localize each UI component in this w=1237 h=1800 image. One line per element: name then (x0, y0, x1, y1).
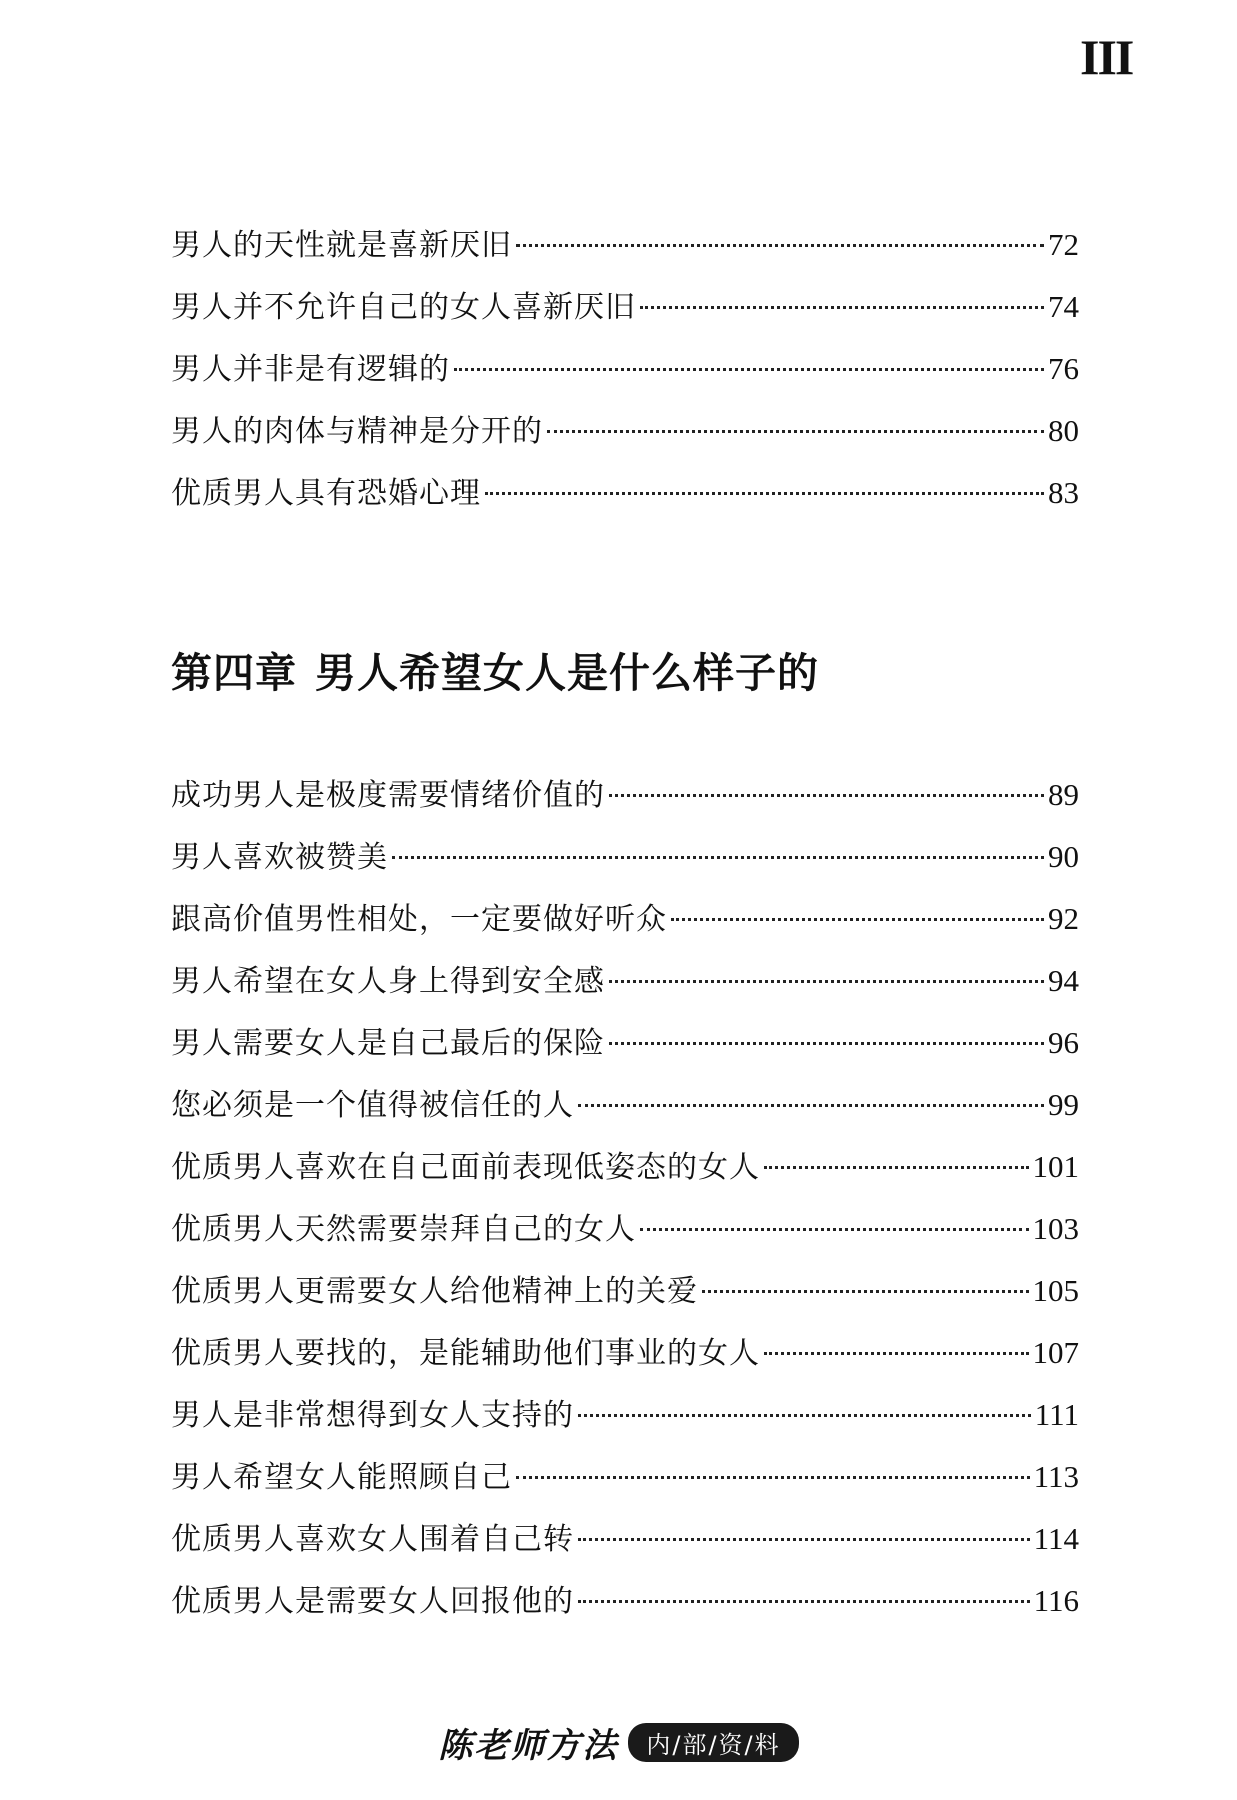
toc-entry[interactable] (171, 1446, 1079, 1508)
toc-entry-page: 72 (1048, 227, 1079, 262)
toc-entry[interactable] (171, 276, 1079, 338)
page-number: III (1080, 29, 1133, 85)
dot-leader (578, 1414, 1031, 1417)
toc-list-chapter-4 (171, 764, 1079, 1632)
toc-entry-page: 96 (1048, 1025, 1079, 1060)
toc-entry[interactable] (171, 462, 1079, 524)
toc-entry-page: 103 (1032, 1211, 1079, 1246)
toc-entry[interactable] (171, 338, 1079, 400)
toc-entry-page: 76 (1048, 351, 1079, 386)
dot-leader (392, 856, 1044, 859)
toc-entry[interactable] (171, 888, 1079, 950)
toc-entry-page: 83 (1048, 475, 1079, 510)
toc-entry-title: 优质男人喜欢在自己面前表现低姿态的女人 (171, 1150, 760, 1185)
page-footer (0, 1718, 1237, 1767)
toc-list-continued (171, 214, 1079, 524)
toc-entry[interactable] (171, 1384, 1079, 1446)
chapter-label: 第四章 (171, 649, 297, 697)
dot-leader (609, 980, 1044, 983)
toc-entry-page: 92 (1048, 901, 1079, 936)
toc-entry-title: 您必须是一个值得被信任的人 (171, 1088, 574, 1123)
toc-entry-title: 跟高价值男性相处，一定要做好听众 (171, 902, 667, 937)
dot-leader (516, 244, 1044, 247)
toc-entry-title: 优质男人天然需要崇拜自己的女人 (171, 1212, 636, 1247)
toc-entry[interactable] (171, 400, 1079, 462)
toc-entry-title: 优质男人要找的，是能辅助他们事业的女人 (171, 1336, 760, 1371)
dot-leader (609, 794, 1044, 797)
toc-entry[interactable] (171, 1074, 1079, 1136)
toc-entry-title: 男人喜欢被赞美 (171, 840, 388, 875)
toc-entry[interactable] (171, 1198, 1079, 1260)
dot-leader (578, 1104, 1044, 1107)
dot-leader (764, 1352, 1029, 1355)
toc-entry-title: 男人并不允许自己的女人喜新厌旧 (171, 290, 636, 325)
toc-entry-page: 89 (1048, 777, 1079, 812)
toc-entry[interactable] (171, 1136, 1079, 1198)
toc-entry-title: 男人希望在女人身上得到安全感 (171, 964, 605, 999)
toc-entry-page: 94 (1048, 963, 1079, 998)
toc-entry-page: 107 (1032, 1335, 1079, 1370)
toc-entry-title: 男人并非是有逻辑的 (171, 352, 450, 387)
toc-entry-title: 优质男人更需要女人给他精神上的关爱 (171, 1274, 698, 1309)
dot-leader (516, 1476, 1030, 1479)
toc-entry[interactable] (171, 764, 1079, 826)
toc-entry-page: 74 (1048, 289, 1079, 324)
toc-entry-page: 113 (1033, 1459, 1079, 1494)
toc-entry-page: 105 (1032, 1273, 1079, 1308)
toc-entry-title: 男人的肉体与精神是分开的 (171, 414, 543, 449)
toc-entry-page: 101 (1032, 1149, 1079, 1184)
dot-leader (640, 306, 1044, 309)
toc-entry-page: 111 (1034, 1397, 1079, 1432)
toc-entry-title: 成功男人是极度需要情绪价值的 (171, 778, 605, 813)
toc-entry-page: 90 (1048, 839, 1079, 874)
dot-leader (485, 492, 1044, 495)
toc-entry-page: 116 (1033, 1583, 1079, 1618)
dot-leader (578, 1538, 1030, 1541)
dot-leader (764, 1166, 1029, 1169)
chapter-heading (171, 640, 819, 699)
toc-entry[interactable] (171, 1508, 1079, 1570)
chapter-title: 男人希望女人是什么样子的 (315, 649, 819, 697)
dot-leader (578, 1600, 1030, 1603)
toc-entry-page: 99 (1048, 1087, 1079, 1122)
toc-entry[interactable] (171, 950, 1079, 1012)
toc-entry[interactable] (171, 1012, 1079, 1074)
toc-entry-title: 男人是非常想得到女人支持的 (171, 1398, 574, 1433)
dot-leader (702, 1290, 1029, 1293)
footer-brand: 陈老师方法 (438, 1726, 619, 1766)
toc-entry-title: 男人需要女人是自己最后的保险 (171, 1026, 605, 1061)
dot-leader (671, 918, 1044, 921)
dot-leader (547, 430, 1044, 433)
toc-entry-page: 114 (1033, 1521, 1079, 1556)
dot-leader (640, 1228, 1029, 1231)
toc-entry-title: 优质男人喜欢女人围着自己转 (171, 1522, 574, 1557)
toc-entry[interactable] (171, 1322, 1079, 1384)
dot-leader (609, 1042, 1044, 1045)
dot-leader (454, 368, 1044, 371)
toc-entry-page: 80 (1048, 413, 1079, 448)
toc-entry[interactable] (171, 826, 1079, 888)
toc-entry-title: 优质男人是需要女人回报他的 (171, 1584, 574, 1619)
toc-entry-title: 男人的天性就是喜新厌旧 (171, 228, 512, 263)
toc-entry[interactable] (171, 1570, 1079, 1632)
toc-entry-title: 优质男人具有恐婚心理 (171, 476, 481, 511)
toc-entry-title: 男人希望女人能照顾自己 (171, 1460, 512, 1495)
toc-entry[interactable] (171, 214, 1079, 276)
toc-entry[interactable] (171, 1260, 1079, 1322)
internal-material-badge: 内/部/资/料 (628, 1723, 798, 1762)
